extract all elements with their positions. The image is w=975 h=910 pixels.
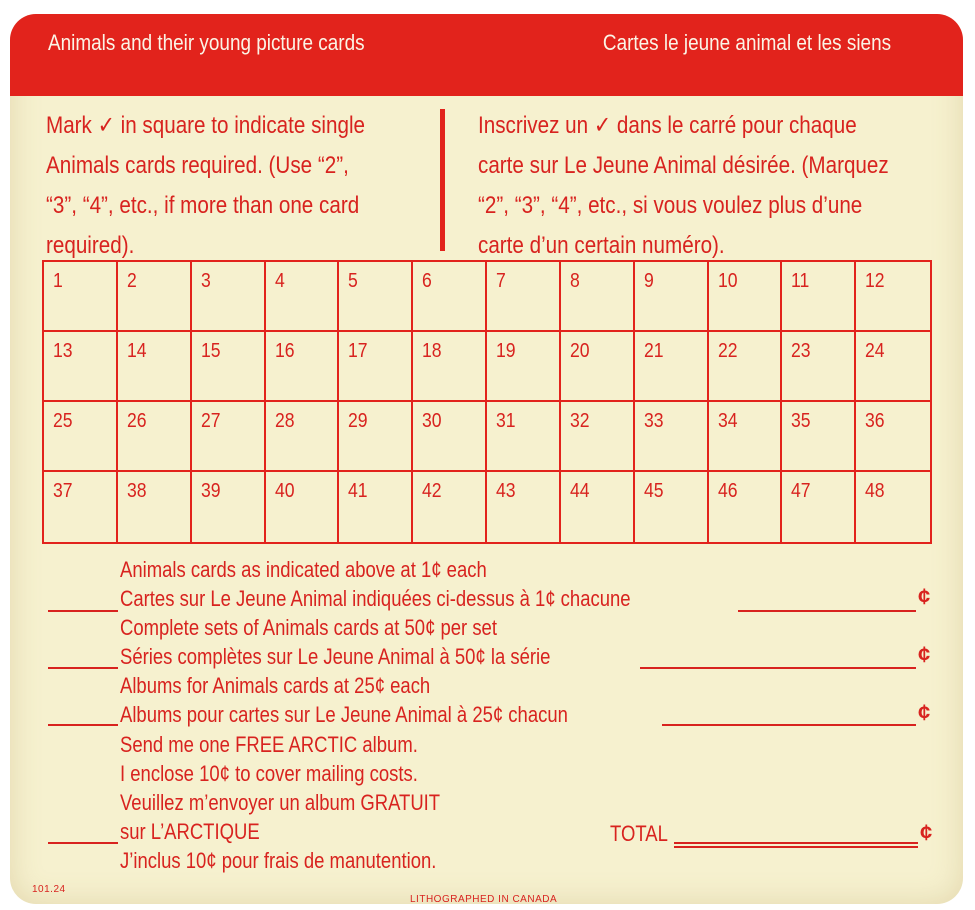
sets-qty-blank[interactable] [48, 667, 118, 669]
sets-amount-blank[interactable] [640, 667, 916, 669]
card-number: 37 [53, 480, 73, 502]
card-number: 10 [717, 270, 738, 292]
card-square[interactable] [192, 402, 266, 472]
cent-sign: ¢ [918, 584, 931, 609]
card-number: 46 [717, 480, 738, 502]
header-title-fr: Cartes le jeune animal et les siens [602, 30, 891, 55]
card-square[interactable] [192, 262, 266, 332]
card-number: 40 [274, 480, 295, 502]
card-square[interactable] [856, 472, 930, 542]
card-square[interactable] [192, 472, 266, 542]
card-number: 42 [422, 480, 442, 502]
card-square[interactable] [487, 472, 561, 542]
albums-line-en: Albums for Animals cards at 25¢ each [120, 673, 431, 698]
card-number: 43 [496, 480, 516, 502]
lithographed-note: LITHOGRAPHED IN CANADA [410, 894, 558, 904]
card-square[interactable] [856, 402, 930, 472]
card-square[interactable] [118, 472, 192, 542]
card-square[interactable] [709, 262, 783, 332]
card-number: 47 [791, 480, 811, 502]
card-square[interactable] [635, 472, 709, 542]
card-number: 20 [569, 340, 590, 362]
card-square[interactable] [709, 332, 783, 402]
card-square[interactable] [782, 472, 856, 542]
free-album-qty-blank[interactable] [48, 842, 118, 844]
card-number: 32 [569, 410, 590, 432]
card-number: 30 [422, 410, 442, 432]
card-number: 34 [717, 410, 738, 432]
cards-line-fr: Cartes sur Le Jeune Animal indiquées ci-dessus à 1¢ chacune [120, 586, 631, 611]
card-number: 28 [274, 410, 295, 432]
total-label: TOTAL [610, 821, 668, 846]
total-amount-blank[interactable] [674, 842, 918, 844]
card-square[interactable] [339, 472, 413, 542]
card-square[interactable] [44, 332, 118, 402]
card-square[interactable] [709, 402, 783, 472]
card-square[interactable] [266, 262, 340, 332]
card-square[interactable] [266, 332, 340, 402]
total-amount-double-rule [674, 846, 918, 848]
cent-sign: ¢ [918, 700, 931, 725]
free-album-line-3: Veuillez m’envoyer un album GRATUIT [120, 790, 441, 815]
card-square[interactable] [561, 402, 635, 472]
card-number: 31 [496, 410, 516, 432]
card-number: 8 [569, 270, 580, 292]
card-square[interactable] [266, 402, 340, 472]
free-album-line-2: I enclose 10¢ to cover mailing costs. [120, 761, 418, 786]
card-square[interactable] [413, 402, 487, 472]
card-number: 29 [348, 410, 368, 432]
card-number: 35 [791, 410, 811, 432]
card-square[interactable] [413, 472, 487, 542]
card-number: 25 [53, 410, 73, 432]
card-square[interactable] [266, 472, 340, 542]
card-number: 27 [200, 410, 221, 432]
card-number: 21 [643, 340, 664, 362]
card-square[interactable] [339, 332, 413, 402]
form-code: 101.24 [32, 884, 66, 895]
order-card [10, 14, 963, 904]
card-number: 18 [422, 340, 442, 362]
card-square[interactable] [118, 332, 192, 402]
card-square[interactable] [635, 402, 709, 472]
card-square[interactable] [635, 332, 709, 402]
card-number: 15 [200, 340, 221, 362]
card-number: 24 [865, 340, 885, 362]
card-number: 38 [126, 480, 147, 502]
card-square[interactable] [192, 332, 266, 402]
card-square[interactable] [782, 332, 856, 402]
instructions-fr: Inscrivez un ✓ dans le carré pour chaque carte sur Le Jeune Animal désirée. (Marquez “2”, “3”, “4”, etc., si vous voulez plus d’une carte d’un certain numéro). [478, 112, 889, 259]
card-number: 22 [717, 340, 738, 362]
card-number: 33 [643, 410, 664, 432]
card-square[interactable] [339, 402, 413, 472]
card-square[interactable] [856, 332, 930, 402]
sets-line-en: Complete sets of Animals cards at 50¢ per set [120, 615, 497, 640]
card-square[interactable] [118, 402, 192, 472]
free-album-line-1: Send me one FREE ARCTIC album. [120, 732, 418, 757]
card-number: 6 [422, 270, 432, 292]
header-title-en: Animals and their young picture cards [48, 30, 365, 55]
instructions-en: Mark ✓ in square to indicate single Animals cards required. (Use “2”, “3”, “4”, etc., if more than one card required). [46, 112, 366, 259]
card-number: 3 [200, 270, 211, 292]
card-number: 2 [126, 270, 137, 292]
card-number: 44 [569, 480, 590, 502]
card-number: 9 [643, 270, 654, 292]
card-square[interactable] [118, 262, 192, 332]
card-number: 16 [274, 340, 295, 362]
card-square[interactable] [709, 472, 783, 542]
card-number: 23 [791, 340, 811, 362]
card-selection-grid [42, 260, 932, 544]
cards-qty-blank[interactable] [48, 610, 118, 612]
cards-amount-blank[interactable] [738, 610, 916, 612]
free-album-line-4: sur L’ARCTIQUE [120, 819, 260, 844]
sets-line-fr: Séries complètes sur Le Jeune Animal à 50¢ la série [120, 644, 551, 669]
card-square[interactable] [635, 262, 709, 332]
card-number: 17 [348, 340, 368, 362]
card-number: 36 [865, 410, 885, 432]
card-number: 13 [53, 340, 73, 362]
card-number: 41 [348, 480, 368, 502]
albums-amount-blank[interactable] [662, 724, 916, 726]
card-square[interactable] [561, 262, 635, 332]
albums-qty-blank[interactable] [48, 724, 118, 726]
albums-line-fr: Albums pour cartes sur Le Jeune Animal à 25¢ chacun [120, 702, 568, 727]
card-number: 19 [496, 340, 516, 362]
card-number: 11 [791, 270, 810, 292]
card-square[interactable] [487, 402, 561, 472]
card-number: 45 [643, 480, 664, 502]
card-square[interactable] [44, 472, 118, 542]
card-square[interactable] [561, 472, 635, 542]
card-square[interactable] [44, 402, 118, 472]
free-album-line-5: J’inclus 10¢ pour frais de manutention. [120, 848, 437, 873]
card-number: 7 [496, 270, 506, 292]
card-square[interactable] [487, 332, 561, 402]
card-square[interactable] [413, 332, 487, 402]
card-number: 39 [200, 480, 221, 502]
card-square[interactable] [413, 262, 487, 332]
cent-sign: ¢ [920, 820, 933, 845]
card-number: 5 [348, 270, 359, 292]
card-square[interactable] [782, 262, 856, 332]
card-number: 26 [126, 410, 147, 432]
card-square[interactable] [561, 332, 635, 402]
card-number: 14 [126, 340, 147, 362]
cent-sign: ¢ [918, 642, 931, 667]
card-number: 48 [865, 480, 885, 502]
header-band [10, 14, 963, 96]
card-square[interactable] [487, 262, 561, 332]
card-square[interactable] [782, 402, 856, 472]
card-number: 1 [53, 270, 63, 292]
card-square[interactable] [339, 262, 413, 332]
card-square[interactable] [44, 262, 118, 332]
cards-line-en: Animals cards as indicated above at 1¢ each [120, 557, 487, 582]
card-square[interactable] [856, 262, 930, 332]
column-divider [440, 109, 445, 251]
card-number: 12 [865, 270, 885, 292]
card-number: 4 [274, 270, 285, 292]
